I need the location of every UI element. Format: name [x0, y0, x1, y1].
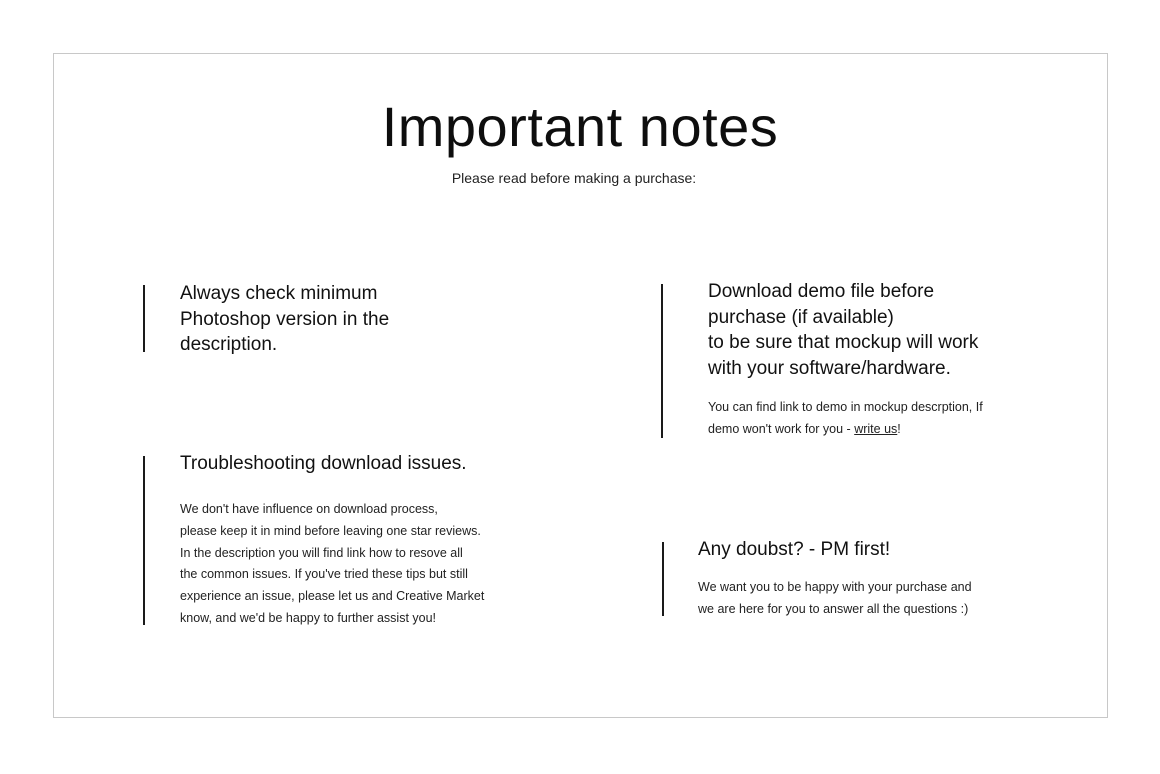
note-divider-bar	[662, 542, 664, 616]
note-divider-bar	[661, 284, 663, 438]
page-title: Important notes	[381, 95, 779, 158]
note-body-download-demo	[708, 397, 1048, 441]
note-body-text-end: !	[897, 421, 901, 436]
note-heading-download-demo: Download demo file before purchase (if available) to be sure that mockup will work with your software/hardware.	[708, 281, 979, 379]
note-divider-bar	[143, 456, 145, 625]
note-body-troubleshooting: We don't have influence on download process, please keep it in mind before leaving one star reviews. In the description you will find link how to resove all the common issues. If you've tried these tips but still experience an issue, please let us and Creative Market know, and we'd be happy to further assist you!	[180, 502, 485, 625]
note-body-pm-first: We want you to be happy with your purchase and we are here for you to answer all the questions :)	[698, 580, 972, 616]
note-heading-troubleshooting: Troubleshooting download issues.	[180, 453, 467, 474]
note-heading-photoshop-version: Always check minimum Photoshop version in the description.	[180, 283, 390, 355]
page-subtitle: Please read before making a purchase:	[451, 170, 697, 186]
note-body-text: You can find link to demo in mockup descrption, If demo won't work for you -	[708, 400, 983, 436]
note-heading-pm-first: Any doubst? - PM first!	[698, 539, 891, 560]
note-divider-bar	[143, 285, 145, 352]
write-us-link[interactable]: write us	[854, 421, 898, 436]
